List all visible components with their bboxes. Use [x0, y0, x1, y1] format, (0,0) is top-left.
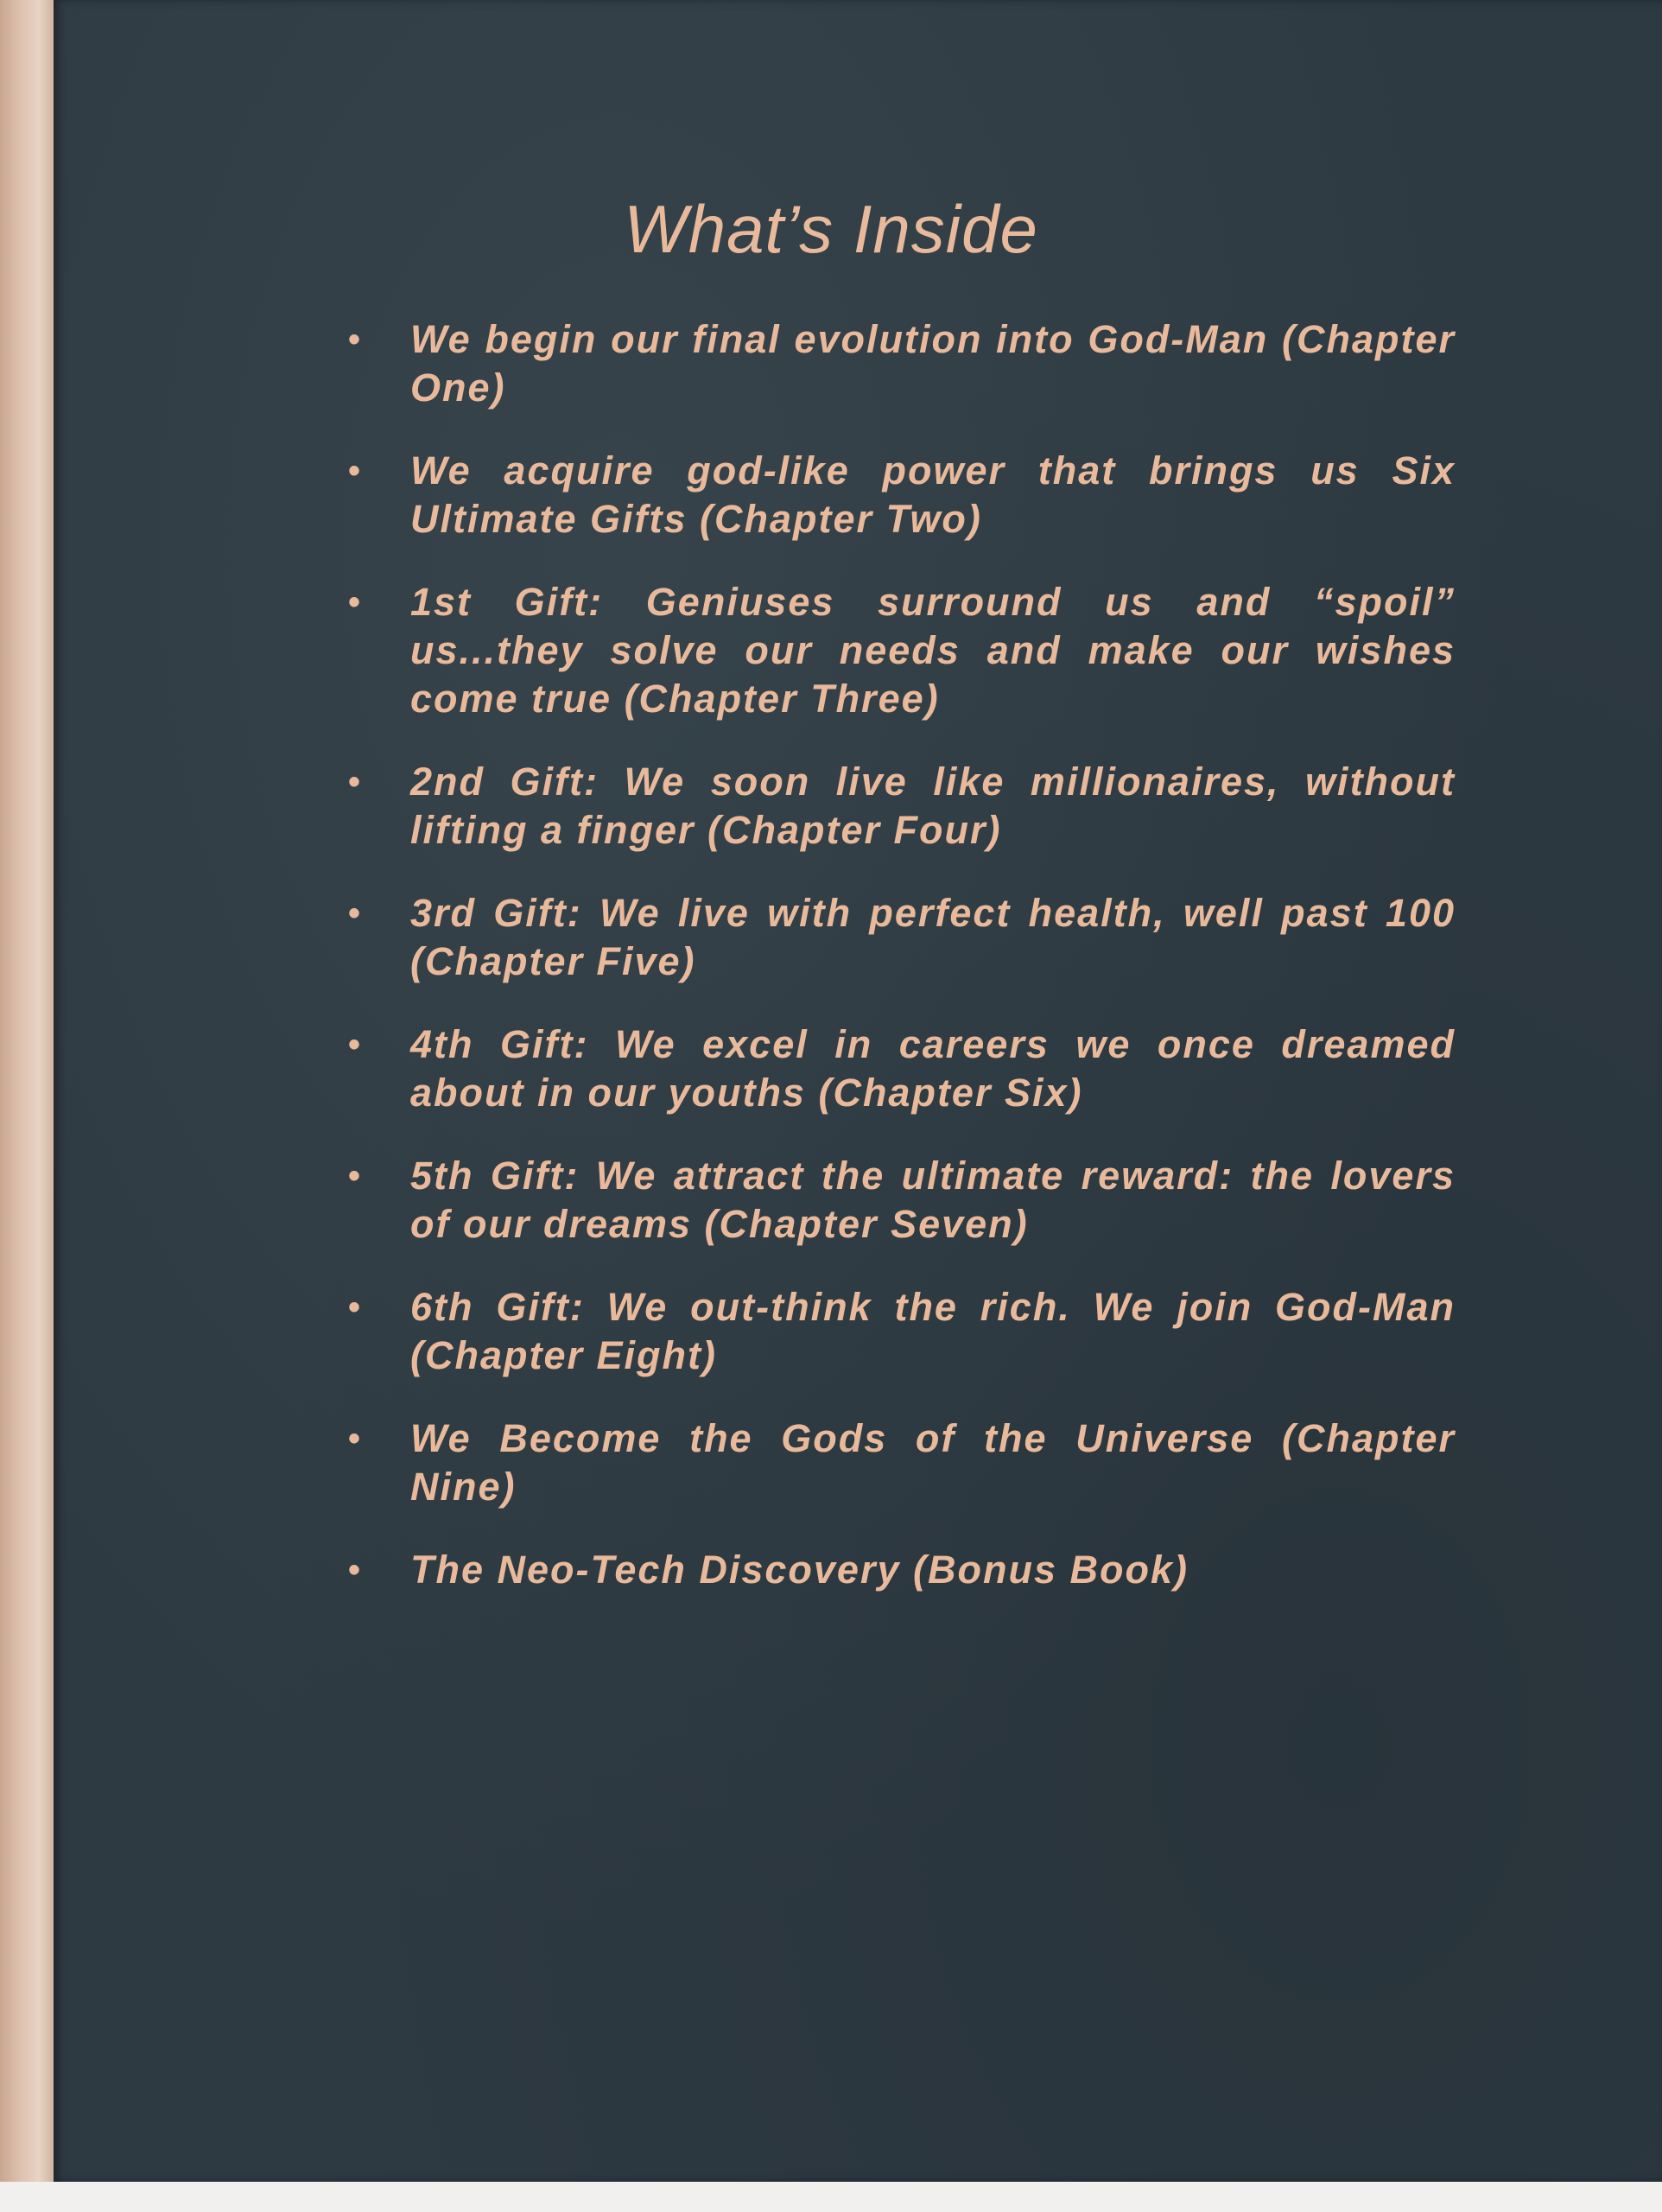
bullet-icon: • — [348, 1420, 363, 1458]
bullet-icon: • — [348, 1157, 363, 1195]
bullet-icon: • — [348, 1026, 363, 1064]
bullet-icon: • — [348, 894, 363, 932]
list-item-text: We Become the Gods of the Universe (Chapter Nine) — [410, 1416, 1456, 1509]
list-item — [341, 1546, 1456, 1594]
list-item — [341, 578, 1456, 723]
page-title: What’s Inside — [624, 191, 1038, 267]
bottom-margin — [0, 2182, 1662, 2212]
list-item-text: 3rd Gift: We live with perfect health, well past 100 (Chapter Five) — [410, 891, 1456, 983]
contents-list — [341, 315, 1456, 1629]
list-item — [341, 1283, 1456, 1380]
list-item — [341, 447, 1456, 543]
list-item-text: The Neo-Tech Discovery (Bonus Book) — [410, 1548, 1189, 1592]
bullet-icon: • — [348, 321, 363, 359]
list-item — [341, 889, 1456, 986]
list-item-text: 1st Gift: Geniuses surround us and “spoil” us...they solve our needs and make our wishes come true (Chapter Three) — [410, 580, 1456, 721]
bullet-icon: • — [348, 1288, 363, 1326]
list-item — [341, 1020, 1456, 1117]
bullet-icon: • — [348, 452, 363, 490]
list-item-text: 6th Gift: We out-think the rich. We join God-Man (Chapter Eight) — [410, 1285, 1456, 1377]
list-item — [341, 315, 1456, 412]
bullet-icon: • — [348, 763, 363, 801]
list-item-text: 5th Gift: We attract the ultimate reward: the lovers of our dreams (Chapter Seven) — [410, 1154, 1456, 1246]
list-item — [341, 758, 1456, 855]
list-item — [341, 1414, 1456, 1511]
list-item-text: We acquire god-like power that brings us Six Ultimate Gifts (Chapter Two) — [410, 448, 1456, 541]
page-edge — [0, 0, 55, 2212]
list-item-text: 2nd Gift: We soon live like millionaires, without lifting a finger (Chapter Four) — [410, 760, 1456, 852]
bullet-icon: • — [348, 1551, 363, 1589]
list-item-text: We begin our final evolution into God-Man (Chapter One) — [410, 317, 1456, 410]
bullet-icon: • — [348, 583, 363, 621]
list-item — [341, 1152, 1456, 1249]
list-item-text: 4th Gift: We excel in careers we once dreamed about in our youths (Chapter Six) — [410, 1022, 1456, 1115]
